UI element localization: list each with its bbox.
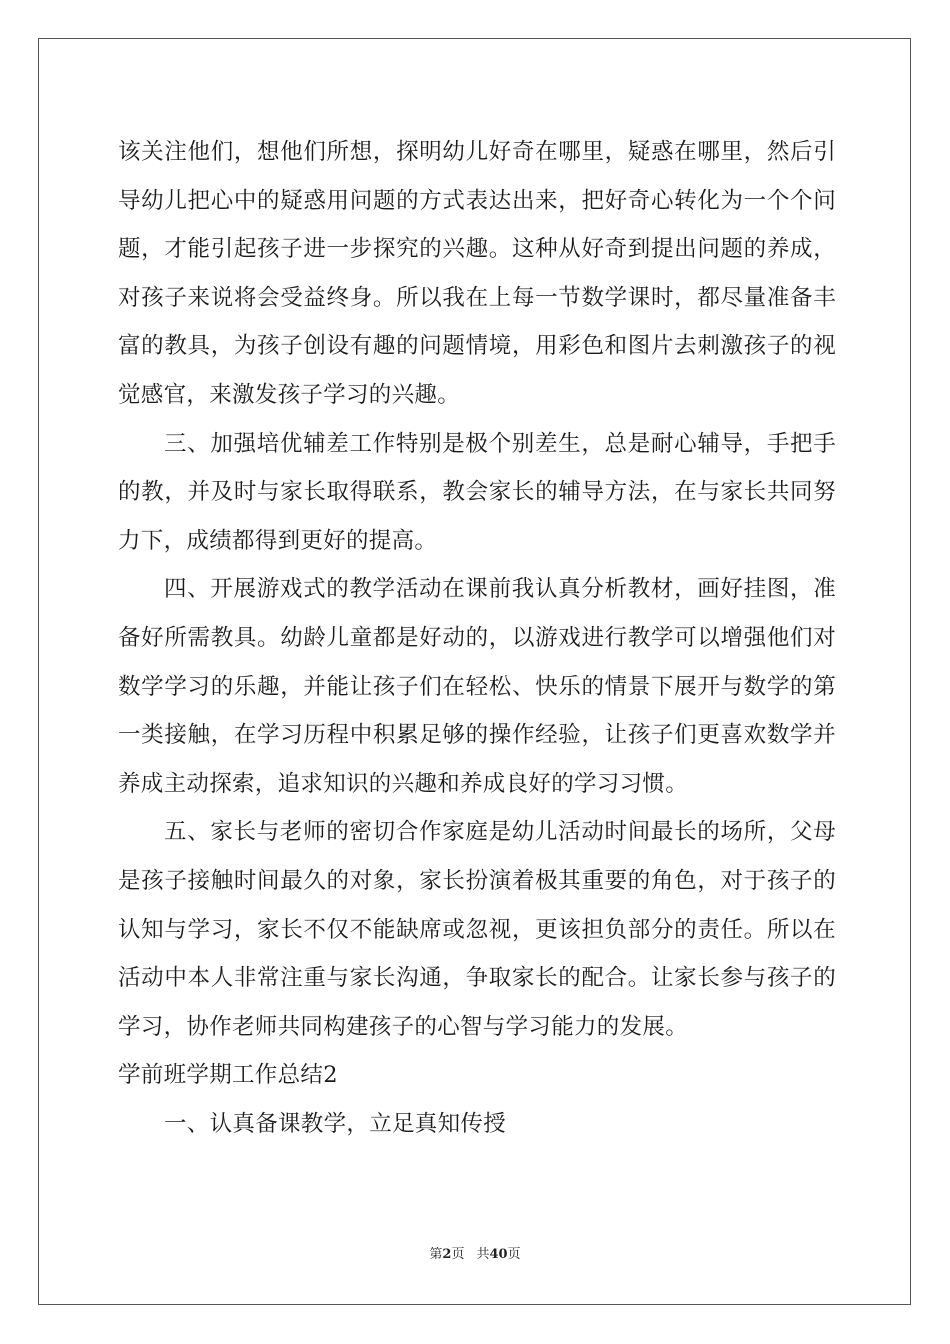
page-number: 2	[442, 1247, 452, 1262]
total-prefix: 共	[476, 1247, 490, 1262]
document-body	[118, 128, 836, 1148]
paragraph-subheading-one: 一、认真备课教学，立足真知传授	[164, 1110, 507, 1137]
paragraph-continuation: 该关注他们，想他们所想，探明幼儿好奇在哪里，疑惑在哪里，然后引导幼儿把心中的疑惑用问题的方式表达出来，把好奇心转化为一个个问题，才能引起孩子进一步探究的兴趣。这种从好奇到提出问题的养成，对孩子来说将会受益终身。所以我在上每一节数学课时，都尽量准备丰富的教具，为孩子创设有趣的问题情境，用彩色和图片去刺激孩子的视觉感官，来激发孩子学习的兴趣。	[118, 139, 836, 408]
total-pages: 40	[489, 1247, 508, 1262]
paragraph-section-four: 四、开展游戏式的教学活动在课前我认真分析教材，画好挂图，准备好所需教具。幼龄儿童都是好动的，以游戏进行教学可以增强他们对数学学习的乐趣，并能让孩子们在轻松、快乐的情景下展开与数学的第一类接触，在学习历程中积累足够的操作经验，让孩子们更喜欢数学并养成主动探索，追求知识的兴趣和养成良好的学习习惯。	[118, 576, 836, 797]
page-footer	[0, 1247, 950, 1263]
total-suffix: 页	[507, 1247, 521, 1262]
paragraph-section-five: 五、家长与老师的密切合作家庭是幼儿活动时间最长的场所，父母是孩子接触时间最久的对象，家长扮演着极其重要的角色，对于孩子的认知与学习，家长不仅不能缺席或忽视，更该担负部分的责任。所以在活动中本人非常注重与家长沟通，争取家长的配合。让家长参与孩子的学习，协作老师共同构建孩子的心智与学习能力的发展。	[118, 819, 836, 1040]
page-suffix: 页	[451, 1247, 465, 1262]
paragraph-section-three: 三、加强培优辅差工作特别是极个别差生，总是耐心辅导，手把手的教，并及时与家长取得联系，教会家长的辅导方法，在与家长共同努力下，成绩都得到更好的提高。	[118, 430, 836, 554]
page-prefix: 第	[429, 1247, 443, 1262]
section-heading: 学前班学期工作总结2	[118, 1062, 338, 1089]
